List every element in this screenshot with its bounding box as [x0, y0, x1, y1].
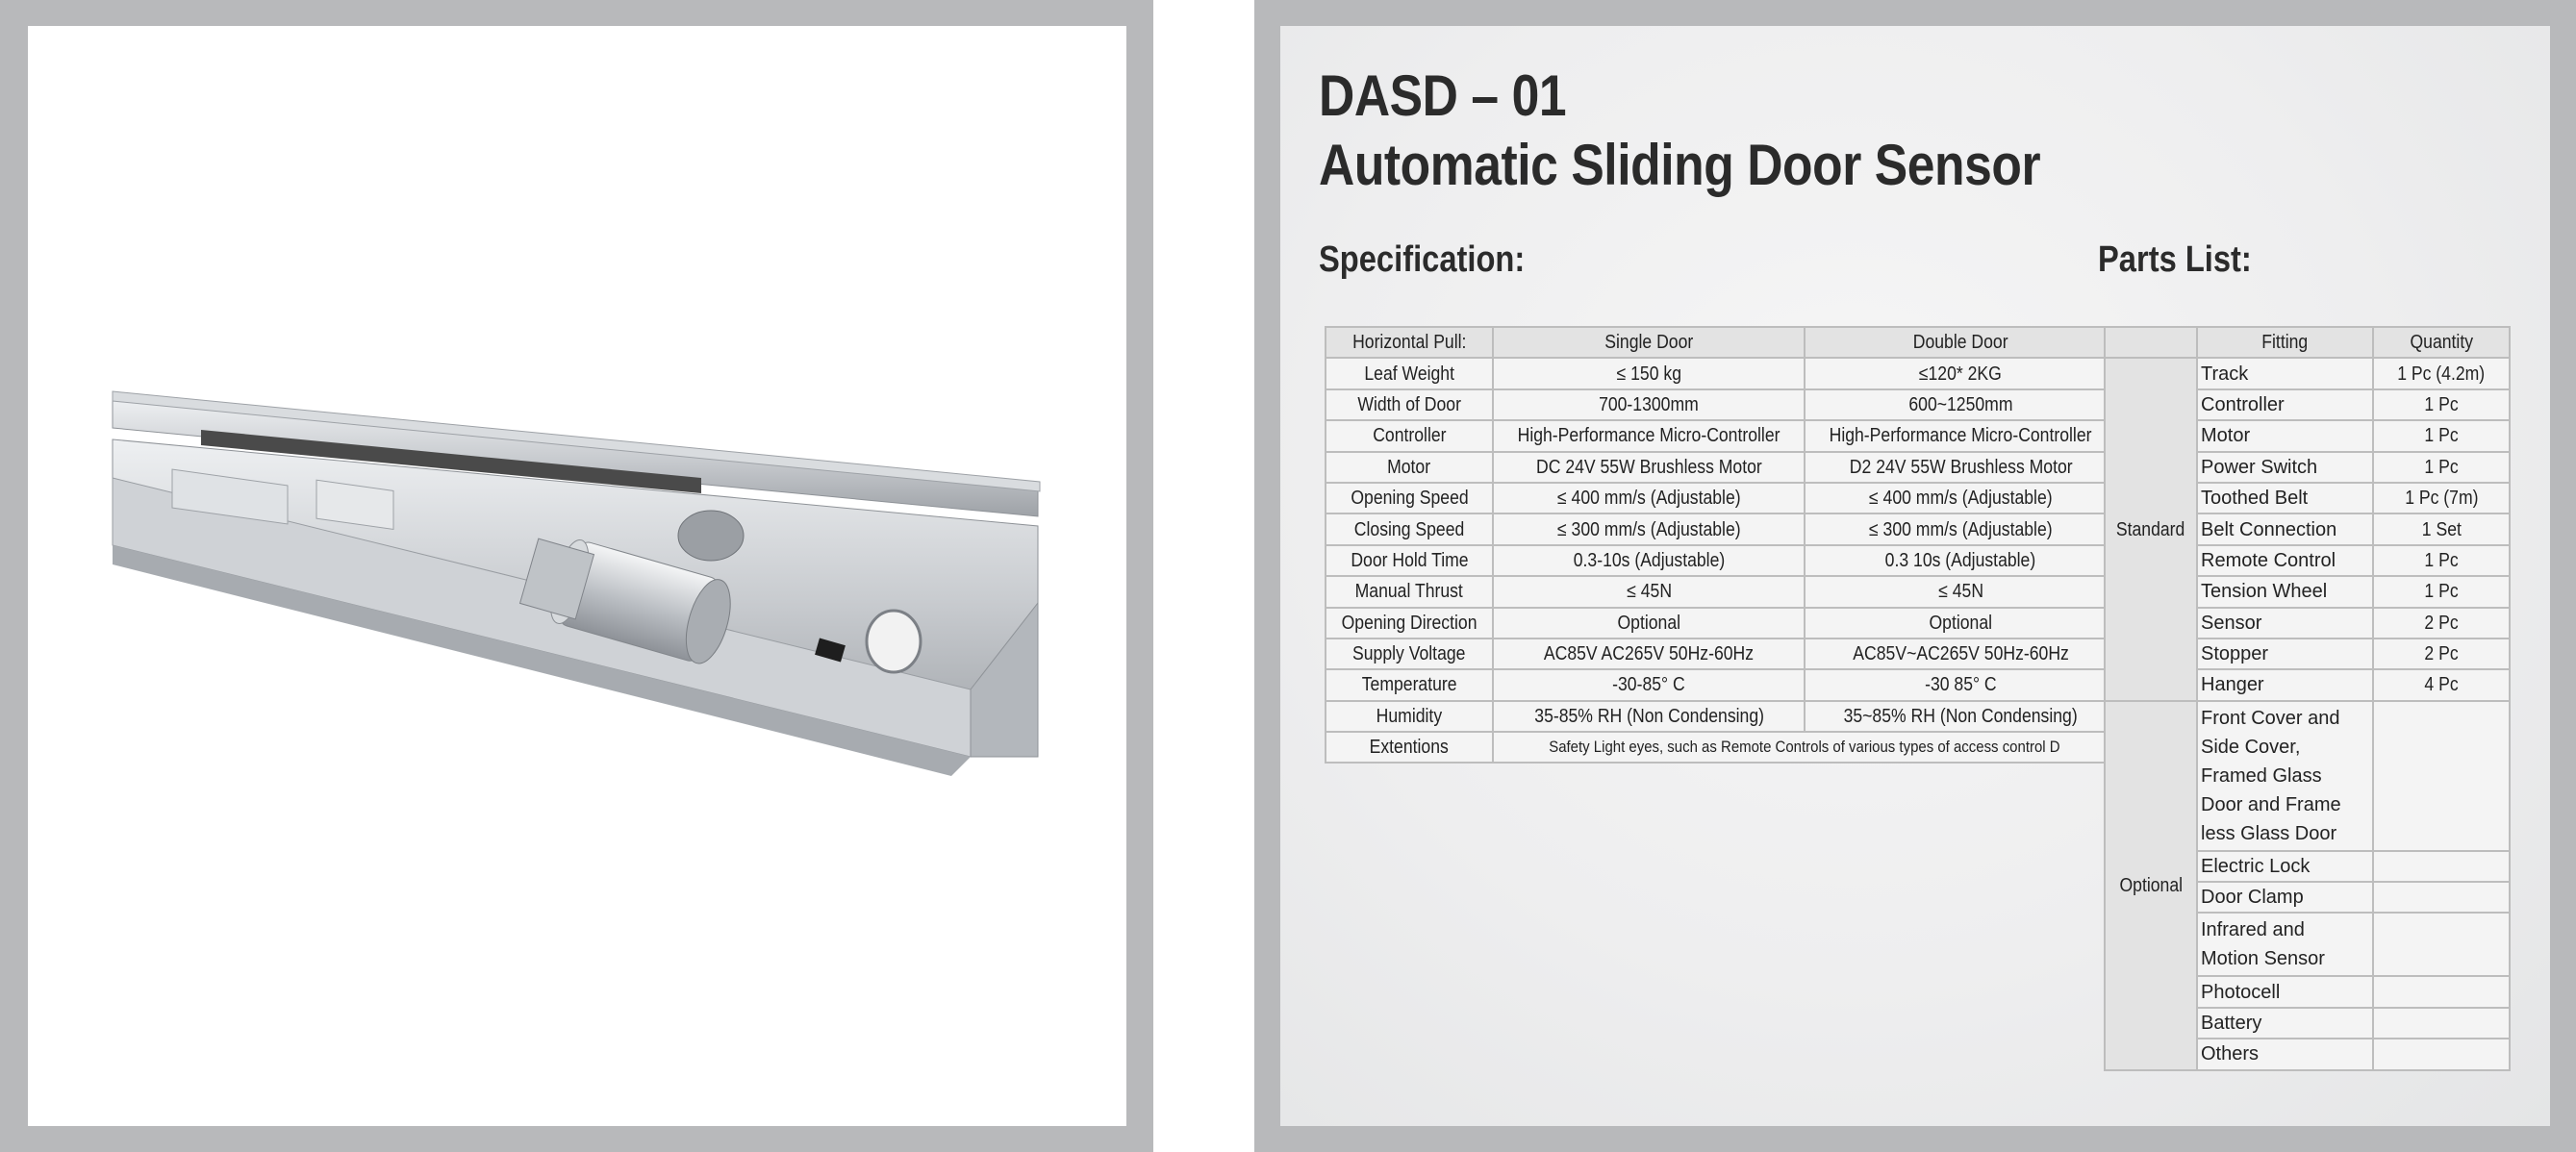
parts-qty-cell-text: 2 Pc [2424, 612, 2459, 634]
parts-table-body [2105, 358, 2510, 1069]
spec-label-cell [1326, 513, 1493, 544]
product-photo-panel [28, 26, 1126, 1126]
parts-qty-cell [2373, 452, 2510, 483]
spec-single-cell [1493, 389, 1805, 420]
parts-header-cell [2197, 327, 2373, 358]
spec-single-cell-text: Optional [1617, 612, 1680, 634]
spec-label-cell [1326, 576, 1493, 607]
parts-fitting-cell: Stopper [2197, 639, 2373, 669]
spec-label-cell [1326, 732, 1493, 763]
spec-label-cell-text: Controller [1372, 425, 1447, 447]
parts-qty-cell [2373, 576, 2510, 607]
spec-double-cell-text: D2 24V 55W Brushless Motor [1849, 456, 2073, 478]
parts-header-text: Fitting [2261, 332, 2309, 354]
spec-label-cell-text: Width of Door [1357, 393, 1461, 415]
parts-fitting-cell: Belt Connection [2197, 513, 2373, 544]
spec-double-cell-text: ≤ 400 mm/s (Adjustable) [1868, 488, 2053, 510]
spec-double-cell [1805, 389, 2116, 420]
spec-row [1326, 358, 2116, 388]
parts-qty-cell [2373, 639, 2510, 669]
parts-qty-cell-text: 1 Pc (7m) [2404, 488, 2479, 510]
parts-row [2105, 701, 2510, 851]
spec-row [1326, 639, 2116, 669]
parts-fitting-cell: Electric Lock [2197, 851, 2373, 882]
parts-qty-cell-text: 1 Pc [2424, 456, 2459, 478]
spec-header-text: Double Door [1912, 332, 2008, 354]
spec-double-cell-text: AC85V~AC265V 50Hz-60Hz [1852, 643, 2069, 665]
spec-row [1326, 576, 2116, 607]
spec-row [1326, 513, 2116, 544]
spec-double-cell [1805, 483, 2116, 513]
parts-fitting-cell: Hanger [2197, 669, 2373, 700]
spec-single-cell-text: AC85V AC265V 50Hz-60Hz [1544, 643, 1755, 665]
spec-label-cell [1326, 420, 1493, 451]
spec-single-cell [1493, 545, 1805, 576]
parts-fitting-cell: Others [2197, 1039, 2373, 1069]
left-panel-frame [0, 0, 1153, 1152]
parts-qty-cell [2373, 1008, 2510, 1039]
spec-header-text: Single Door [1604, 332, 1694, 354]
parts-header-text: Quantity [2410, 332, 2473, 354]
spec-row [1326, 389, 2116, 420]
spec-double-cell [1805, 608, 2116, 639]
parts-fitting-cell: Controller [2197, 389, 2373, 420]
spec-table-body [1326, 358, 2116, 763]
parts-qty-cell [2373, 976, 2510, 1007]
spec-double-cell [1805, 701, 2116, 732]
spec-double-cell [1805, 358, 2116, 388]
spec-label-cell-text: Extentions [1369, 737, 1450, 759]
spec-extensions-cell [1493, 732, 2116, 763]
parts-group-cell-text: Optional [2119, 874, 2183, 896]
spec-sheet-panel [1280, 26, 2550, 1126]
parts-qty-cell-text: 1 Pc [2424, 425, 2459, 447]
spec-single-cell [1493, 608, 1805, 639]
parts-qty-cell [2373, 545, 2510, 576]
parts-qty-cell-text: 1 Pc [2424, 581, 2459, 603]
spec-label-cell [1326, 639, 1493, 669]
spec-label-cell [1326, 452, 1493, 483]
spec-single-cell-text: 35-85% RH (Non Condensing) [1533, 705, 1764, 727]
spec-extensions-cell-text: Safety Light eyes, such as Remote Controls of various types of access control D [1549, 738, 2060, 757]
spec-double-cell-text: ≤ 300 mm/s (Adjustable) [1868, 518, 2053, 540]
specification-table [1325, 326, 2117, 764]
spec-single-cell [1493, 513, 1805, 544]
spec-label-cell-text: Door Hold Time [1350, 549, 1469, 571]
spec-double-cell [1805, 576, 2116, 607]
spec-row [1326, 608, 2116, 639]
spec-header-text: Horizontal Pull: [1351, 332, 1467, 354]
spec-label-cell-text: Leaf Weight [1364, 363, 1454, 385]
parts-qty-cell [2373, 669, 2510, 700]
spec-single-cell [1493, 420, 1805, 451]
parts-list-table [2104, 326, 2511, 1071]
spec-single-cell-text: ≤ 400 mm/s (Adjustable) [1556, 488, 1741, 510]
specification-heading: Specification: [1319, 239, 1526, 280]
parts-list-heading: Parts List: [2098, 239, 2252, 280]
spec-double-cell [1805, 452, 2116, 483]
spec-single-cell-text: 700-1300mm [1599, 393, 1699, 415]
parts-qty-cell [2373, 513, 2510, 544]
spec-label-cell [1326, 483, 1493, 513]
parts-qty-cell [2373, 1039, 2510, 1069]
parts-fitting-cell: Tension Wheel [2197, 576, 2373, 607]
spec-label-cell-text: Supply Voltage [1352, 643, 1466, 665]
parts-group-cell [2105, 701, 2197, 1070]
parts-fitting-cell: Battery [2197, 1008, 2373, 1039]
spec-label-cell [1326, 608, 1493, 639]
spec-single-cell-text: ≤ 150 kg [1616, 363, 1681, 385]
parts-fitting-cell: Door Clamp [2197, 882, 2373, 913]
spec-double-cell-text: 0.3 10s (Adjustable) [1884, 549, 2036, 571]
spec-row [1326, 483, 2116, 513]
sliding-door-operator-image [28, 26, 1126, 1126]
product-model-title: DASD – 01 [1319, 63, 1567, 128]
spec-double-cell [1805, 545, 2116, 576]
spec-single-cell-text: ≤ 45N [1626, 581, 1672, 603]
spec-single-cell [1493, 358, 1805, 388]
spec-double-cell [1805, 513, 2116, 544]
spec-single-cell-text: 0.3-10s (Adjustable) [1573, 549, 1725, 571]
spec-label-cell [1326, 389, 1493, 420]
parts-row [2105, 358, 2510, 388]
parts-fitting-cell: Power Switch [2197, 452, 2373, 483]
parts-fitting-cell: Front Cover and Side Cover, Framed Glass Door and Frame less Glass Door [2197, 701, 2373, 851]
spec-single-cell-text: High-Performance Micro-Controller [1517, 425, 1780, 447]
spec-label-cell-text: Motor [1387, 456, 1431, 478]
spec-single-cell [1493, 483, 1805, 513]
spec-row [1326, 669, 2116, 700]
parts-fitting-cell: Photocell [2197, 976, 2373, 1007]
parts-qty-cell [2373, 420, 2510, 451]
spec-double-cell [1805, 639, 2116, 669]
parts-qty-cell-text: 1 Pc [2424, 549, 2459, 571]
parts-qty-cell [2373, 882, 2510, 913]
parts-header-row [2105, 327, 2510, 358]
spec-double-cell-text: 600~1250mm [1908, 393, 2013, 415]
parts-qty-cell-text: 2 Pc [2424, 643, 2459, 665]
spec-label-cell [1326, 669, 1493, 700]
parts-group-cell [2105, 358, 2197, 700]
spec-double-cell [1805, 420, 2116, 451]
parts-fitting-cell: Sensor [2197, 608, 2373, 639]
spec-label-cell-text: Humidity [1376, 705, 1443, 727]
spec-single-cell-text: -30-85° C [1612, 674, 1685, 696]
parts-qty-cell-text: 1 Pc (4.2m) [2397, 363, 2486, 385]
spec-extensions-row [1326, 732, 2116, 763]
spec-header-cell [1493, 327, 1805, 358]
spec-single-cell [1493, 452, 1805, 483]
spec-header-cell [1805, 327, 2116, 358]
parts-qty-cell-text: 1 Set [2421, 518, 2462, 540]
spec-label-cell-text: Closing Speed [1353, 518, 1465, 540]
spec-single-cell [1493, 669, 1805, 700]
spec-double-cell-text: ≤120* 2KG [1919, 363, 2003, 385]
spec-label-cell-text: Opening Direction [1341, 612, 1477, 634]
spec-single-cell [1493, 639, 1805, 669]
parts-fitting-cell: Toothed Belt [2197, 483, 2373, 513]
parts-header-cell [2105, 327, 2197, 358]
parts-fitting-cell: Infrared and Motion Sensor [2197, 913, 2373, 976]
product-name-title: Automatic Sliding Door Sensor [1319, 133, 2041, 197]
parts-header-cell [2373, 327, 2510, 358]
parts-qty-cell [2373, 389, 2510, 420]
parts-qty-cell-text: 4 Pc [2424, 674, 2459, 696]
parts-qty-cell [2373, 913, 2510, 976]
parts-group-cell-text: Standard [2116, 518, 2185, 540]
parts-qty-cell [2373, 608, 2510, 639]
spec-header-row [1326, 327, 2116, 358]
parts-qty-cell [2373, 483, 2510, 513]
parts-fitting-cell: Motor [2197, 420, 2373, 451]
spec-row [1326, 420, 2116, 451]
spec-single-cell-text: DC 24V 55W Brushless Motor [1535, 456, 1762, 478]
spec-double-cell-text: Optional [1929, 612, 1993, 634]
parts-fitting-cell: Remote Control [2197, 545, 2373, 576]
parts-qty-cell [2373, 358, 2510, 388]
spec-label-cell [1326, 358, 1493, 388]
spec-double-cell [1805, 669, 2116, 700]
spec-double-cell-text: -30 85° C [1924, 674, 1997, 696]
spec-double-cell-text: ≤ 45N [1937, 581, 1983, 603]
parts-qty-cell [2373, 701, 2510, 851]
spec-header-cell [1326, 327, 1493, 358]
spec-label-cell-text: Opening Speed [1350, 488, 1469, 510]
spec-label-cell [1326, 545, 1493, 576]
spec-label-cell-text: Manual Thrust [1354, 581, 1464, 603]
spec-label-cell [1326, 701, 1493, 732]
spec-single-cell [1493, 701, 1805, 732]
spec-single-cell-text: ≤ 300 mm/s (Adjustable) [1556, 518, 1741, 540]
spec-single-cell [1493, 576, 1805, 607]
spec-double-cell-text: 35~85% RH (Non Condensing) [1843, 705, 2078, 727]
spec-row [1326, 701, 2116, 732]
right-panel-frame [1254, 0, 2576, 1152]
parts-fitting-cell: Track [2197, 358, 2373, 388]
spec-row [1326, 545, 2116, 576]
parts-qty-cell [2373, 851, 2510, 882]
spec-row [1326, 452, 2116, 483]
parts-qty-cell-text: 1 Pc [2424, 393, 2459, 415]
spec-double-cell-text: High-Performance Micro-Controller [1829, 425, 2092, 447]
spec-label-cell-text: Temperature [1361, 674, 1457, 696]
